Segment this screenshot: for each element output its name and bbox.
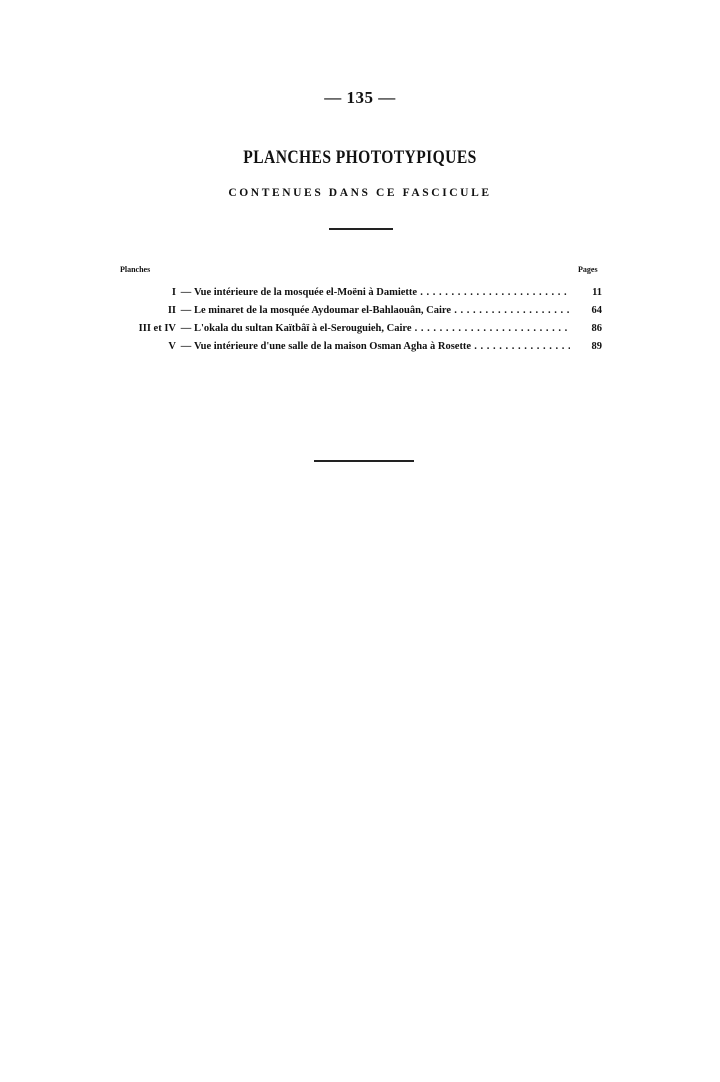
plate-dash: — xyxy=(180,305,192,316)
bottom-divider xyxy=(314,460,414,462)
plate-title: L'okala du sultan Kaïtbâï à el-Serouguieh, Caire . . . xyxy=(194,320,570,338)
plate-title: Vue intérieure d'une salle de la maison Osman Agha à Rosette . . . xyxy=(194,338,570,356)
column-header-planches: Planches xyxy=(120,265,151,274)
plates-table xyxy=(118,284,608,356)
plate-title: Le minaret de la mosquée Aydoumar el-Bahlaouân, Caire . . . xyxy=(194,302,570,320)
plate-number: II xyxy=(167,305,176,316)
page-number: — 135 — xyxy=(324,88,396,107)
table-row xyxy=(118,302,608,320)
plate-page: 64 xyxy=(591,305,602,316)
plate-number: III et IV xyxy=(138,323,176,334)
plate-page: 89 xyxy=(591,341,602,352)
table-row xyxy=(118,320,608,338)
page-title: PLANCHES PHOTOTYPIQUES xyxy=(243,147,477,168)
plate-page: 11 xyxy=(592,287,602,298)
table-row xyxy=(118,338,608,356)
plate-dash: — xyxy=(180,287,192,298)
short-divider xyxy=(329,228,393,230)
plate-page: 86 xyxy=(591,323,602,334)
plate-number: V xyxy=(168,341,176,352)
plate-dash: — xyxy=(180,341,192,352)
table-row xyxy=(118,284,608,302)
plate-number: I xyxy=(171,287,176,298)
page-subtitle: CONTENUES DANS CE FASCICULE xyxy=(228,187,492,199)
plate-dash: — xyxy=(180,323,192,334)
column-header-pages: Pages xyxy=(578,265,598,274)
plate-title: Vue intérieure de la mosquée el-Moëni à Damiette . . . xyxy=(194,284,570,302)
